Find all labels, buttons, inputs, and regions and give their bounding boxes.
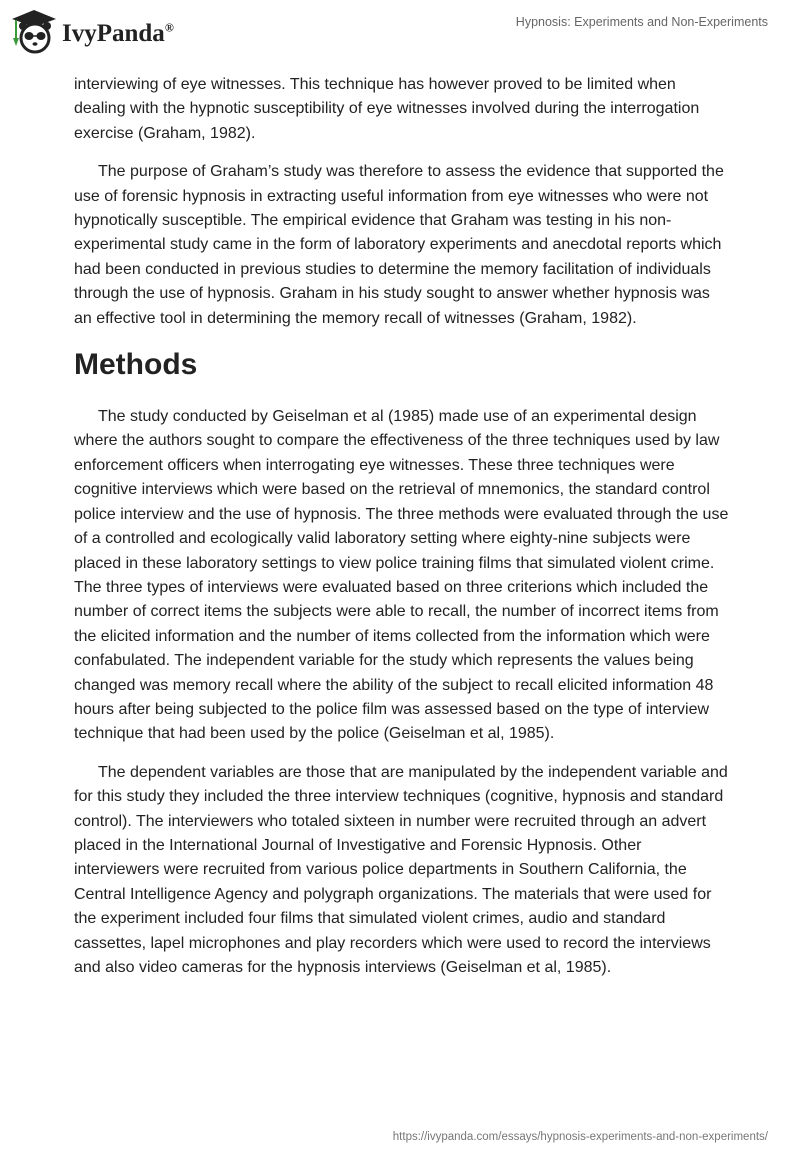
page-header <box>0 0 800 60</box>
logo-text: IvyPanda® <box>62 20 174 47</box>
section-heading-methods: Methods <box>74 348 198 382</box>
document-title: Hypnosis: Experiments and Non-Experiments <box>515 15 768 29</box>
panda-logo-icon <box>12 8 56 54</box>
source-url[interactable]: https://ivypanda.com/essays/hypnosis-experiments-and-non-experiments/ <box>392 1131 768 1143</box>
essay-content <box>74 73 730 994</box>
paragraph: The dependent variables are those that are manipulated by the independent variable and for this study they included the three interview techniques (cognitive, hypnosis and standard control). The interviewers who totaled sixteen in number were recruited through an advert placed in the International Journal of Investigative and Forensic Hypnosis. Other interviewers were recruited from various police departments in Southern California, the Central Intelligence Agency and polygraph organizations. The materials that were used for the experiment included four films that simulated violent crimes, audio and standard cassettes, lapel microphones and play recorders which were used to record the interviews and also video cameras for the hypnosis interviews (Geiselman et al, 1985). <box>74 763 728 976</box>
paragraph: The purpose of Graham’s study was therefore to assess the evidence that supported the use of forensic hypnosis in extracting useful information from eye witnesses who were not hypnotically susceptible. The empirical evidence that Graham was testing in his non-experimental study came in the form of laboratory experiments and anecdotal reports which had been conducted in previous studies to determine the memory facilitation of individuals through the use of hypnosis. Graham in his study sought to answer whether hypnosis was an effective tool in determining the memory recall of witnesses (Graham, 1982). <box>74 163 724 327</box>
ivypanda-logo[interactable] <box>12 8 174 54</box>
paragraph: The study conducted by Geiselman et al (1985) made use of an experimental design where the authors sought to compare the effectiveness of the three techniques used by law enforcement officers when interrogating eye witnesses. These three techniques were cognitive interviews which were based on the retrieval of mnemonics, the standard control police interview and the use of hypnosis. The three methods were evaluated through the use of a controlled and ecologically valid laboratory setting where eighty-nine subjects were placed in these laboratory settings to view police training films that simulated violent crime. The three types of interviews were evaluated based on three criterions which included the number of correct items the subjects were able to recall, the number of incorrect items from the elicited information and the number of items collected from the information which were confabulated. The independent variable for the study which represents the values being changed was memory recall where the ability of the subject to recall elicited information 48 hours after being subjected to the police film was assessed based on the type of interview technique that had been used by the police (Geiselman et al, 1985). <box>74 408 729 743</box>
paragraph: interviewing of eye witnesses. This technique has however proved to be limited when dealing with the hypnotic susceptibility of eye witnesses involved during the interrogation exercise (Graham, 1982). <box>74 76 700 142</box>
